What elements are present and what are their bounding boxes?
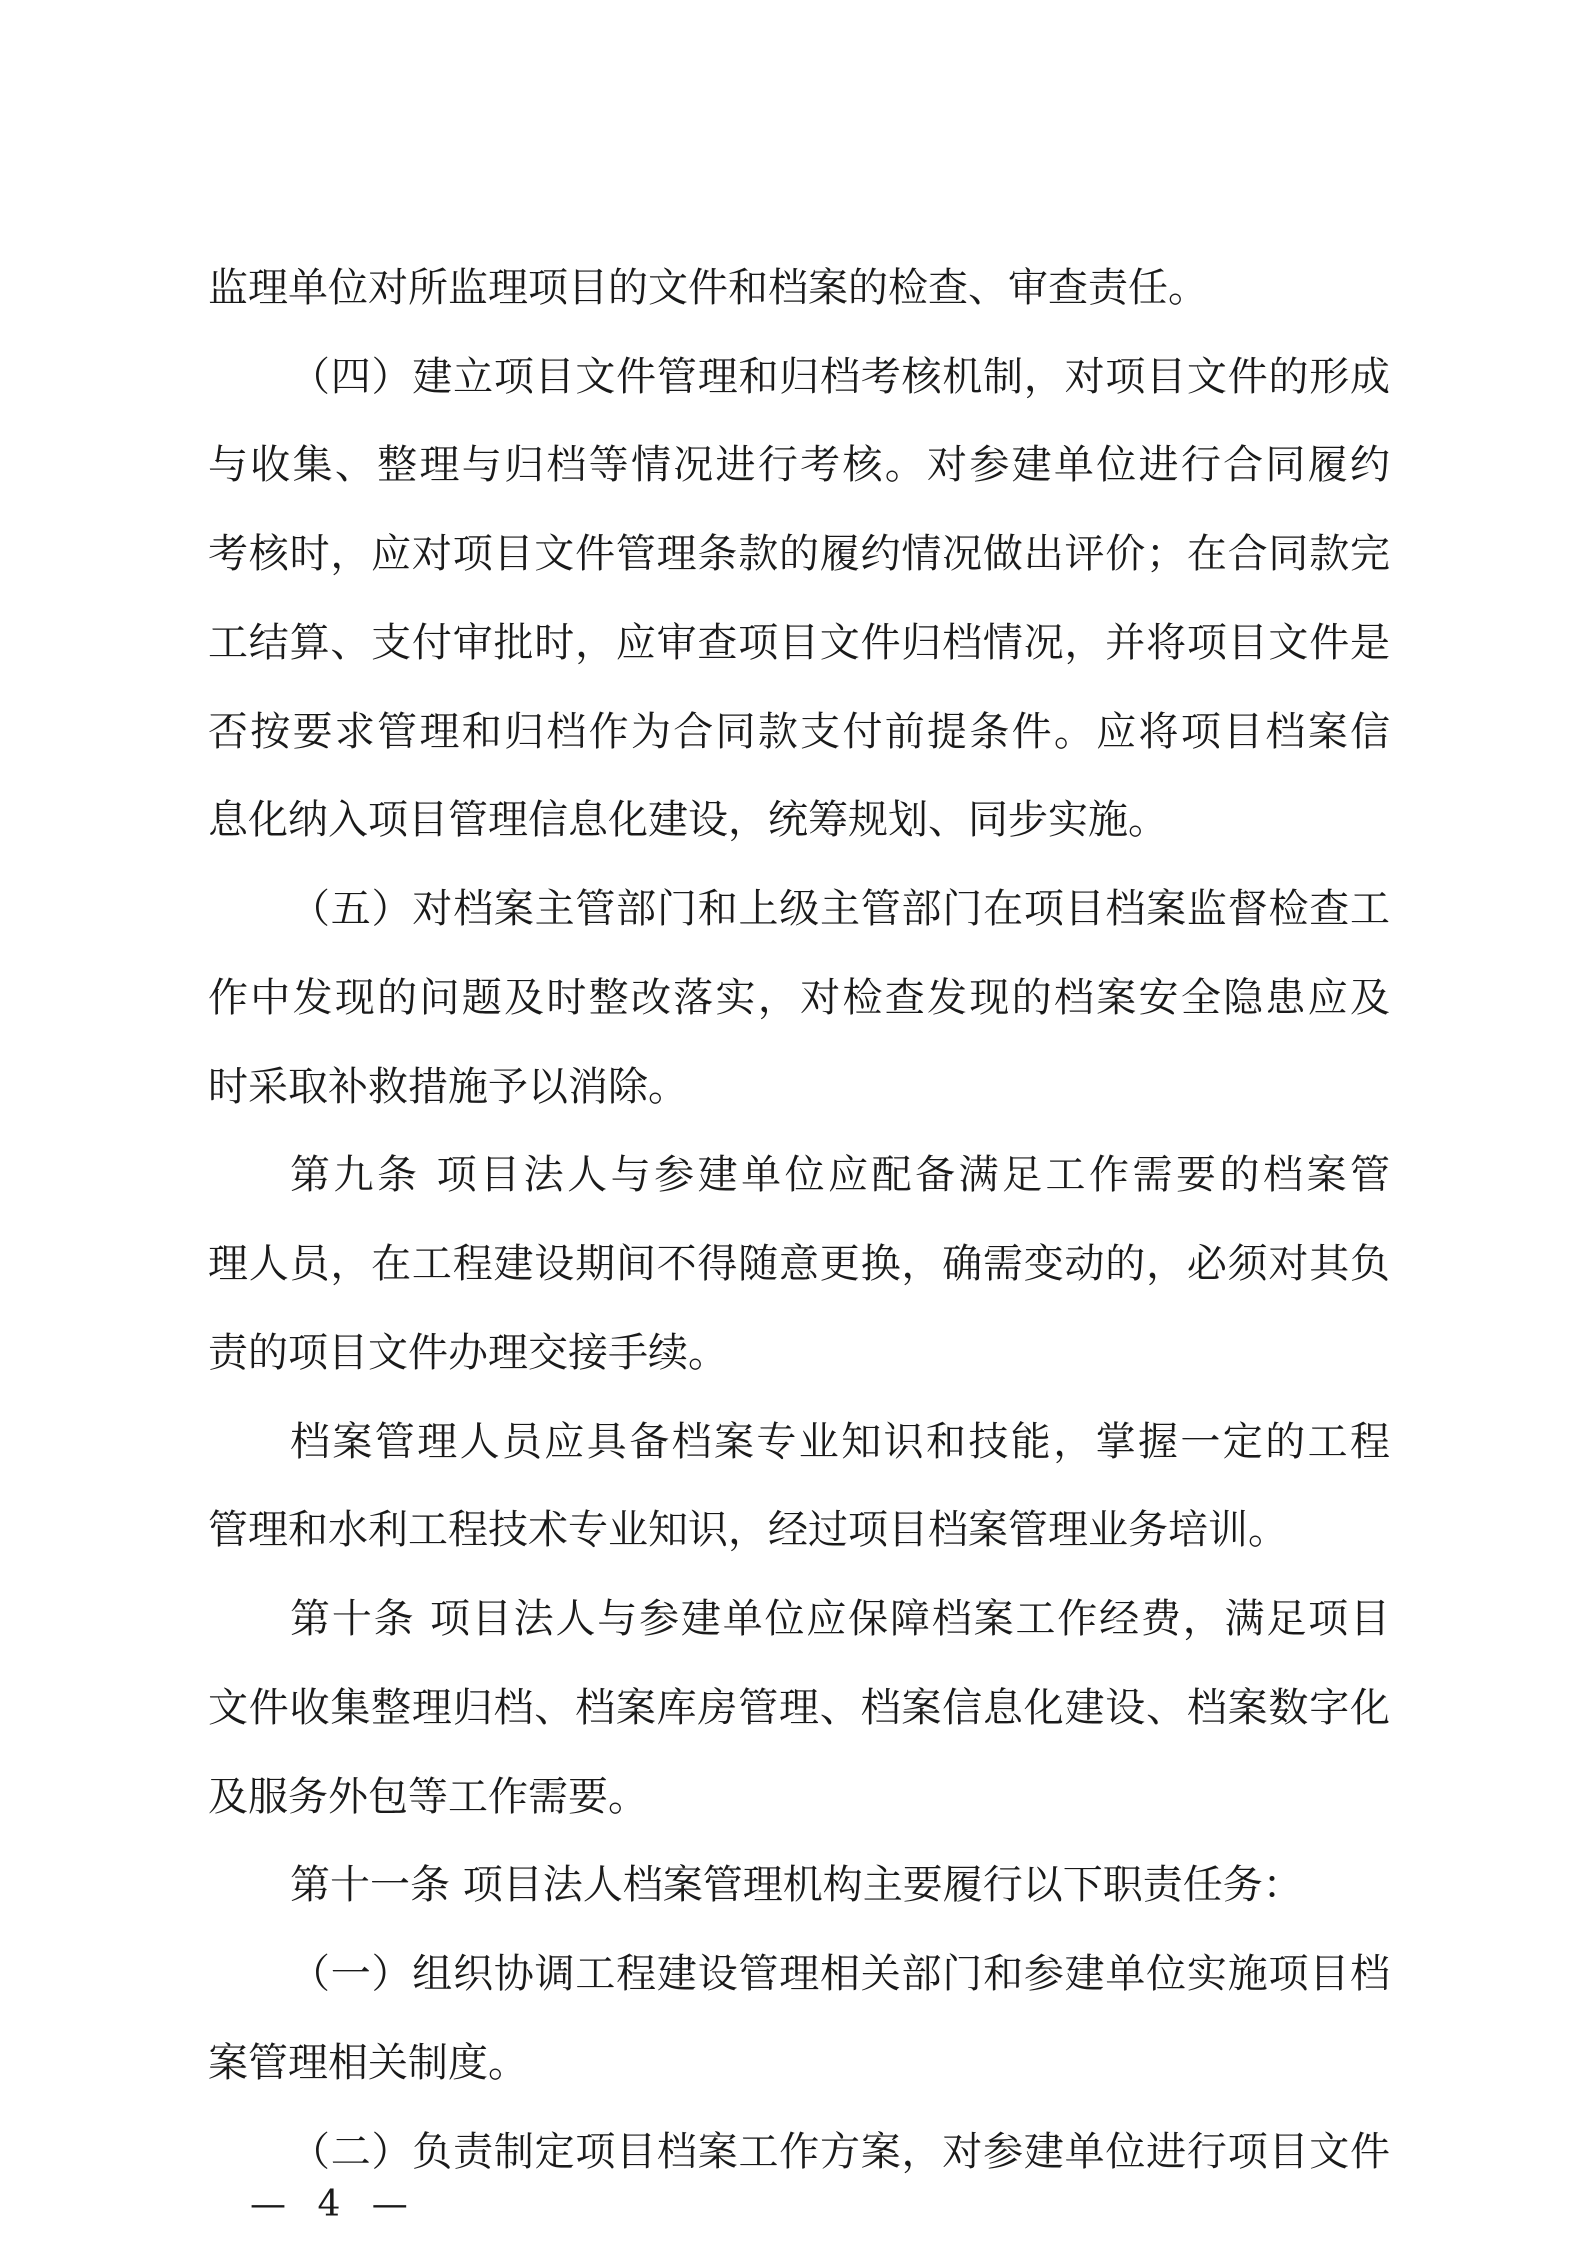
- text-line-22: （二）负责制定项目档案工作方案，对参建单位进行项目文件: [290, 2129, 1390, 2175]
- page-number: — 4 —: [250, 2184, 418, 2225]
- text-line-5: 工结算、支付审批时，应审查项目文件归档情况，并将项目文件是: [208, 620, 1390, 666]
- text-line-13: 责的项目文件办理交接手续。: [208, 1330, 728, 1376]
- text-line-17: 文件收集整理归档、档案库房管理、档案信息化建设、档案数字化: [208, 1685, 1390, 1731]
- text-line-12: 理人员，在工程建设期间不得随意更换，确需变动的，必须对其负: [208, 1241, 1390, 1287]
- text-line-4: 考核时，应对项目文件管理条款的履约情况做出评价；在合同款完: [208, 531, 1390, 577]
- text-line-11: 第九条 项目法人与参建单位应配备满足工作需要的档案管: [290, 1152, 1390, 1198]
- text-line-2: （四）建立项目文件管理和归档考核机制，对项目文件的形成: [290, 354, 1390, 400]
- text-line-21: 案管理相关制度。: [208, 2040, 528, 2086]
- text-line-16: 第十条 项目法人与参建单位应保障档案工作经费，满足项目: [290, 1596, 1390, 1642]
- text-line-14: 档案管理人员应具备档案专业知识和技能，掌握一定的工程: [290, 1419, 1390, 1465]
- text-line-18: 及服务外包等工作需要。: [208, 1774, 648, 1820]
- text-line-6: 否按要求管理和归档作为合同款支付前提条件。应将项目档案信: [208, 709, 1390, 755]
- text-line-7: 息化纳入项目管理信息化建设，统筹规划、同步实施。: [208, 797, 1168, 843]
- text-line-10: 时采取补救措施予以消除。: [208, 1064, 688, 1110]
- text-line-19: 第十一条 项目法人档案管理机构主要履行以下职责任务：: [290, 1862, 1303, 1908]
- text-line-8: （五）对档案主管部门和上级主管部门在项目档案监督检查工: [290, 886, 1390, 932]
- text-line-3: 与收集、整理与归档等情况进行考核。对参建单位进行合同履约: [208, 442, 1390, 488]
- text-line-15: 管理和水利工程技术专业知识，经过项目档案管理业务培训。: [208, 1507, 1288, 1553]
- text-line-20: （一）组织协调工程建设管理相关部门和参建单位实施项目档: [290, 1951, 1390, 1997]
- text-line-9: 作中发现的问题及时整改落实，对检查发现的档案安全隐患应及: [208, 975, 1390, 1021]
- text-line-1: 监理单位对所监理项目的文件和档案的检查、审查责任。: [208, 265, 1208, 311]
